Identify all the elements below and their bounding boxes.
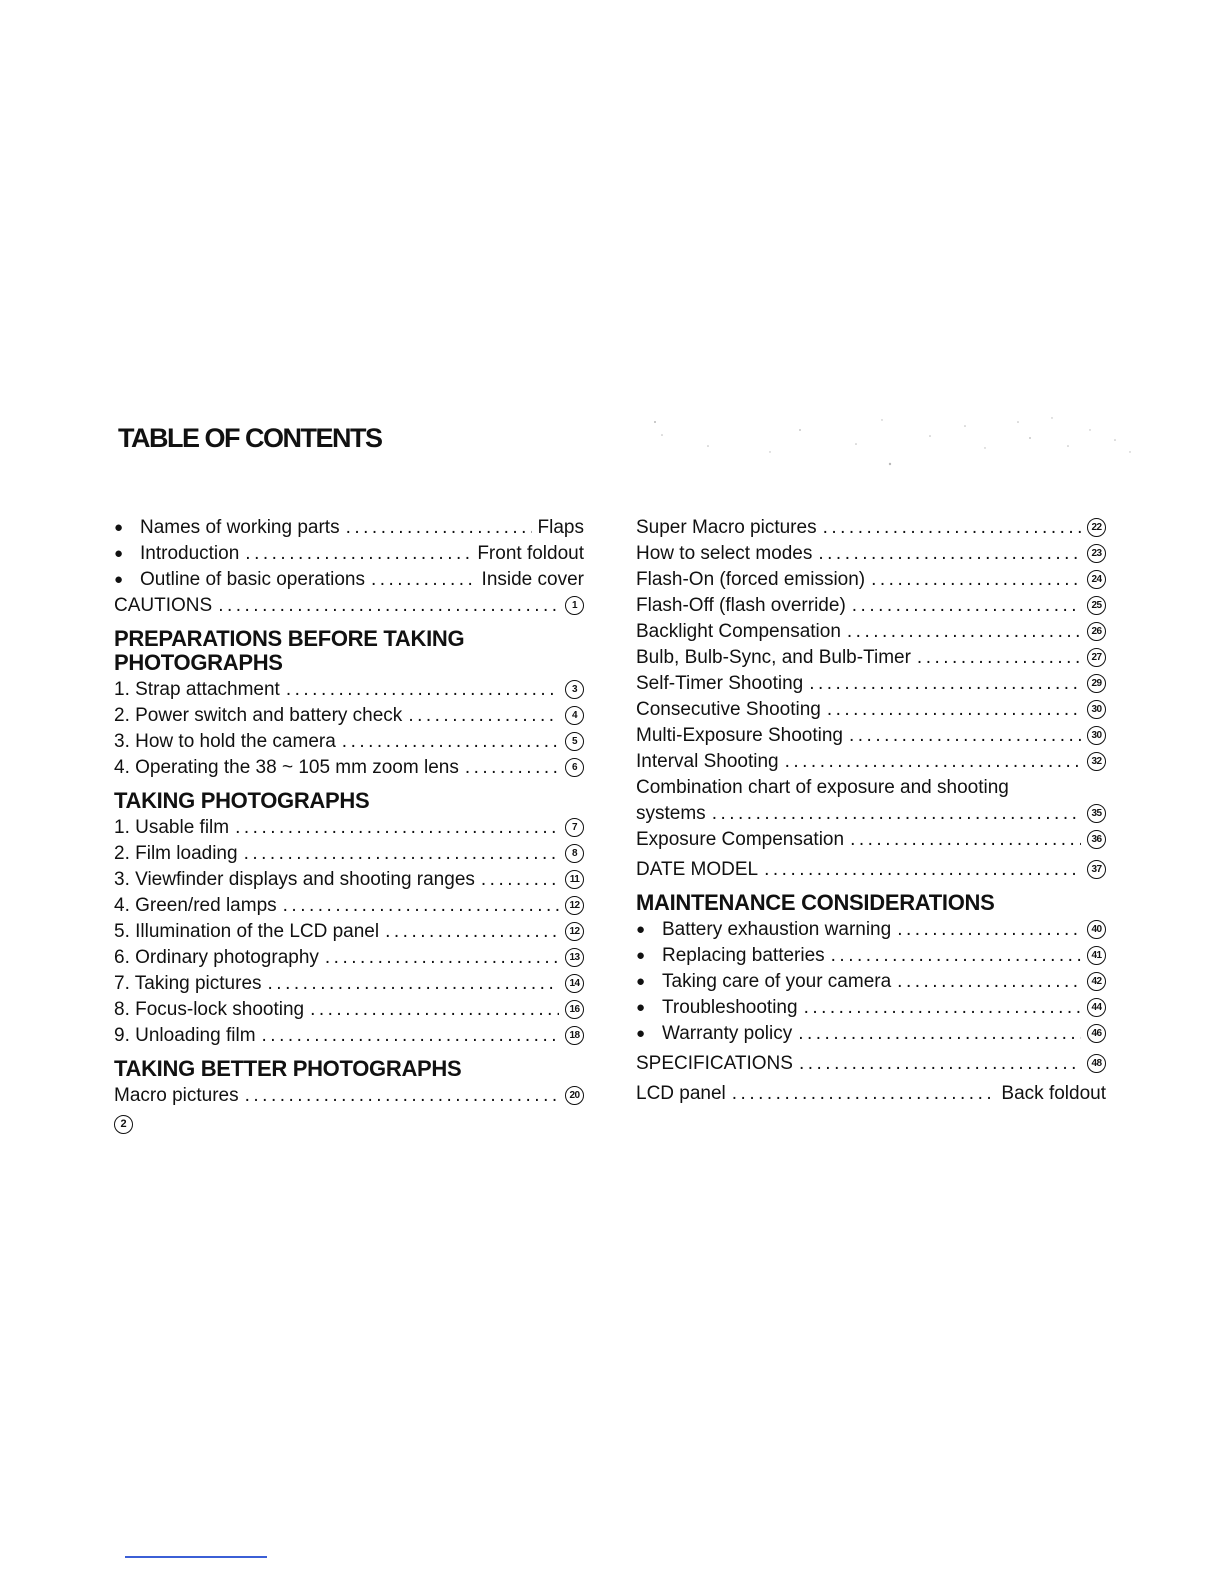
entry-page: 48: [1087, 1054, 1106, 1073]
entry-label: Interval Shooting: [636, 751, 779, 772]
bullet-icon: ●: [636, 947, 646, 964]
leader-dots: [408, 703, 559, 729]
toc-entry[interactable]: [636, 671, 1106, 697]
scan-noise: [620, 400, 1140, 470]
leader-dots: [245, 1083, 559, 1109]
entry-page: 27: [1087, 648, 1106, 667]
footer-rule: [125, 1556, 267, 1558]
toc-entry[interactable]: [636, 645, 1106, 671]
leader-dots: [268, 971, 559, 997]
entry-page: 6: [565, 758, 584, 777]
entry-page: 26: [1087, 622, 1106, 641]
toc-entry[interactable]: [114, 1023, 584, 1049]
entry-label: Exposure Compensation: [636, 829, 845, 850]
leader-dots: [785, 749, 1081, 775]
leader-dots: [342, 729, 559, 755]
leader-dots: [827, 697, 1081, 723]
leader-dots: [346, 515, 532, 541]
toc-entry[interactable]: [636, 995, 1106, 1021]
entry-label: Super Macro pictures: [636, 517, 817, 538]
entry-label[interactable]: Combination chart of exposure and shooting: [636, 777, 1009, 798]
toc-entry[interactable]: [114, 703, 584, 729]
entry-label: 2. Film loading: [114, 843, 238, 864]
toc-entry[interactable]: [114, 729, 584, 755]
entry-page: 1: [565, 596, 584, 615]
toc-entry[interactable]: [114, 567, 584, 593]
leader-dots: [818, 541, 1081, 567]
toc-entry[interactable]: [636, 1051, 1106, 1077]
leader-dots: [262, 1023, 559, 1049]
toc-entry[interactable]: [114, 541, 584, 567]
entry-page: 35: [1087, 804, 1106, 823]
toc-left-column: [114, 515, 584, 1109]
toc-entry[interactable]: [114, 677, 584, 703]
entry-label: CAUTIONS: [114, 595, 213, 616]
entry-label: 1. Usable film: [114, 817, 230, 838]
toc-entry[interactable]: [114, 815, 584, 841]
entry-label: Replacing batteries: [662, 945, 825, 966]
entry-label: Macro pictures: [114, 1085, 239, 1106]
entry-page: 7: [565, 818, 584, 837]
entry-label: Flash-Off (flash override): [636, 595, 846, 616]
entry-page: 44: [1087, 998, 1106, 1017]
heading-line: PREPARATIONS BEFORE TAKING: [114, 626, 465, 651]
entry-label: Battery exhaustion warning: [662, 919, 892, 940]
entry-label: 3. Viewfinder displays and shooting ranges: [114, 869, 475, 890]
entry-page: 14: [565, 974, 584, 993]
entry-page: 41: [1087, 946, 1106, 965]
entry-page: 25: [1087, 596, 1106, 615]
leader-dots: [712, 801, 1081, 827]
toc-entry[interactable]: [636, 697, 1106, 723]
bullet-icon: ●: [636, 1025, 646, 1042]
page-number: 2: [114, 1115, 133, 1134]
entry-label: Bulb, Bulb-Sync, and Bulb-Timer: [636, 647, 911, 668]
entry-label: Backlight Compensation: [636, 621, 841, 642]
page-title: TABLE OF CONTENTS: [118, 423, 382, 453]
leader-dots: [325, 945, 559, 971]
leader-dots: [897, 969, 1081, 995]
toc-entry[interactable]: [636, 1081, 1106, 1107]
entry-page: 37: [1087, 860, 1106, 879]
toc-entry[interactable]: [636, 969, 1106, 995]
entry-label: 2. Power switch and battery check: [114, 705, 403, 726]
entry-page: 13: [565, 948, 584, 967]
entry-page: 4: [565, 706, 584, 725]
toc-entry[interactable]: [636, 541, 1106, 567]
entry-label: LCD panel: [636, 1083, 726, 1104]
entry-page: 8: [565, 844, 584, 863]
entry-page: 12: [565, 896, 584, 915]
heading-line: TAKING BETTER PHOTOGRAPHS: [114, 1056, 462, 1081]
entry-label: 7. Taking pictures: [114, 973, 262, 994]
leader-dots: [804, 995, 1081, 1021]
entry-page: 23: [1087, 544, 1106, 563]
leader-dots: [823, 515, 1081, 541]
leader-dots: [849, 723, 1081, 749]
entry-label: Flash-On (forced emission): [636, 569, 866, 590]
leader-dots: [371, 567, 476, 593]
toc-entry[interactable]: [114, 515, 584, 541]
entry-label: 5. Illumination of the LCD panel: [114, 921, 380, 942]
leader-dots: [897, 917, 1081, 943]
leader-dots: [385, 919, 559, 945]
section-heading: [114, 627, 584, 675]
leader-dots: [310, 997, 559, 1023]
entry-page: 24: [1087, 570, 1106, 589]
leader-dots: [917, 645, 1081, 671]
leader-dots: [481, 867, 559, 893]
leader-dots: [847, 619, 1081, 645]
entry-page: Inside cover: [481, 569, 584, 590]
entry-page: 11: [565, 870, 584, 889]
toc-entry[interactable]: [114, 893, 584, 919]
entry-page: 42: [1087, 972, 1106, 991]
leader-dots: [235, 815, 559, 841]
toc-right-column: [636, 515, 1106, 1107]
toc-entry[interactable]: [636, 723, 1106, 749]
entry-page: Flaps: [537, 517, 584, 538]
bullet-icon: ●: [114, 571, 124, 588]
entry-label: Troubleshooting: [662, 997, 798, 1018]
toc-entry[interactable]: [636, 749, 1106, 775]
entry-label: DATE MODEL: [636, 859, 759, 880]
entry-label: SPECIFICATIONS: [636, 1053, 793, 1074]
toc-entry[interactable]: [114, 593, 584, 619]
entry-label: systems: [636, 803, 706, 824]
entry-label: 4. Green/red lamps: [114, 895, 277, 916]
leader-dots: [283, 893, 559, 919]
toc-entry[interactable]: [636, 827, 1106, 853]
leader-dots: [831, 943, 1081, 969]
toc-entry[interactable]: [114, 867, 584, 893]
toc-entry[interactable]: [636, 943, 1106, 969]
entry-page: 32: [1087, 752, 1106, 771]
entry-label: How to select modes: [636, 543, 813, 564]
entry-label: Warranty policy: [662, 1023, 793, 1044]
toc-entry[interactable]: [114, 945, 584, 971]
toc-entry[interactable]: [636, 1021, 1106, 1047]
entry-label: 1. Strap attachment: [114, 679, 280, 700]
toc-entry[interactable]: [114, 971, 584, 997]
bullet-icon: ●: [114, 519, 124, 536]
section-heading: [114, 789, 584, 813]
leader-dots: [809, 671, 1081, 697]
entry-label: Introduction: [140, 543, 240, 564]
entry-label: Names of working parts: [140, 517, 340, 538]
entry-label: Self-Timer Shooting: [636, 673, 804, 694]
leader-dots: [245, 541, 471, 567]
entry-page: 46: [1087, 1024, 1106, 1043]
toc-entry[interactable]: [114, 1083, 584, 1109]
entry-page: 3: [565, 680, 584, 699]
toc-entry[interactable]: [114, 841, 584, 867]
entry-label: 8. Focus-lock shooting: [114, 999, 305, 1020]
leader-dots: [465, 755, 559, 781]
leader-dots: [286, 677, 559, 703]
entry-label: Consecutive Shooting: [636, 699, 821, 720]
bullet-icon: ●: [636, 921, 646, 938]
entry-page: 30: [1087, 700, 1106, 719]
entry-label: 4. Operating the 38 ~ 105 mm zoom lens: [114, 757, 459, 778]
toc-entry[interactable]: [636, 801, 1106, 827]
heading-line: MAINTENANCE CONSIDERATIONS: [636, 890, 995, 915]
bullet-icon: ●: [114, 545, 124, 562]
entry-page: 12: [565, 922, 584, 941]
entry-label: 9. Unloading film: [114, 1025, 256, 1046]
entry-label: Multi-Exposure Shooting: [636, 725, 843, 746]
leader-dots: [732, 1081, 996, 1107]
entry-page: 20: [565, 1086, 584, 1105]
toc-entry[interactable]: [636, 857, 1106, 883]
entry-label: Outline of basic operations: [140, 569, 365, 590]
entry-page: 22: [1087, 518, 1106, 537]
section-heading: [636, 891, 1106, 915]
entry-label: Taking care of your camera: [662, 971, 892, 992]
section-heading: [114, 1057, 584, 1081]
entry-label: 6. Ordinary photography: [114, 947, 319, 968]
toc-entry[interactable]: [636, 917, 1106, 943]
entry-page: Back foldout: [1001, 1083, 1106, 1104]
entry-page: 40: [1087, 920, 1106, 939]
toc-entry[interactable]: [114, 997, 584, 1023]
leader-dots: [218, 593, 559, 619]
toc-entry[interactable]: [636, 619, 1106, 645]
leader-dots: [871, 567, 1081, 593]
entry-page: 30: [1087, 726, 1106, 745]
leader-dots: [799, 1051, 1081, 1077]
entry-page: 18: [565, 1026, 584, 1045]
entry-page: 16: [565, 1000, 584, 1019]
entry-page: 5: [565, 732, 584, 751]
leader-dots: [852, 593, 1081, 619]
heading-line: PHOTOGRAPHS: [114, 650, 283, 675]
heading-line: TAKING PHOTOGRAPHS: [114, 788, 370, 813]
leader-dots: [244, 841, 559, 867]
entry-page: 36: [1087, 830, 1106, 849]
entry-page: 29: [1087, 674, 1106, 693]
toc-entry[interactable]: [636, 593, 1106, 619]
toc-entry[interactable]: [114, 755, 584, 781]
entry-label: 3. How to hold the camera: [114, 731, 336, 752]
toc-entry[interactable]: [636, 567, 1106, 593]
entry-page: Front foldout: [477, 543, 584, 564]
leader-dots: [764, 857, 1081, 883]
leader-dots: [798, 1021, 1081, 1047]
leader-dots: [850, 827, 1081, 853]
bullet-icon: ●: [636, 973, 646, 990]
toc-entry[interactable]: [114, 919, 584, 945]
bullet-icon: ●: [636, 999, 646, 1016]
toc-entry[interactable]: [636, 515, 1106, 541]
